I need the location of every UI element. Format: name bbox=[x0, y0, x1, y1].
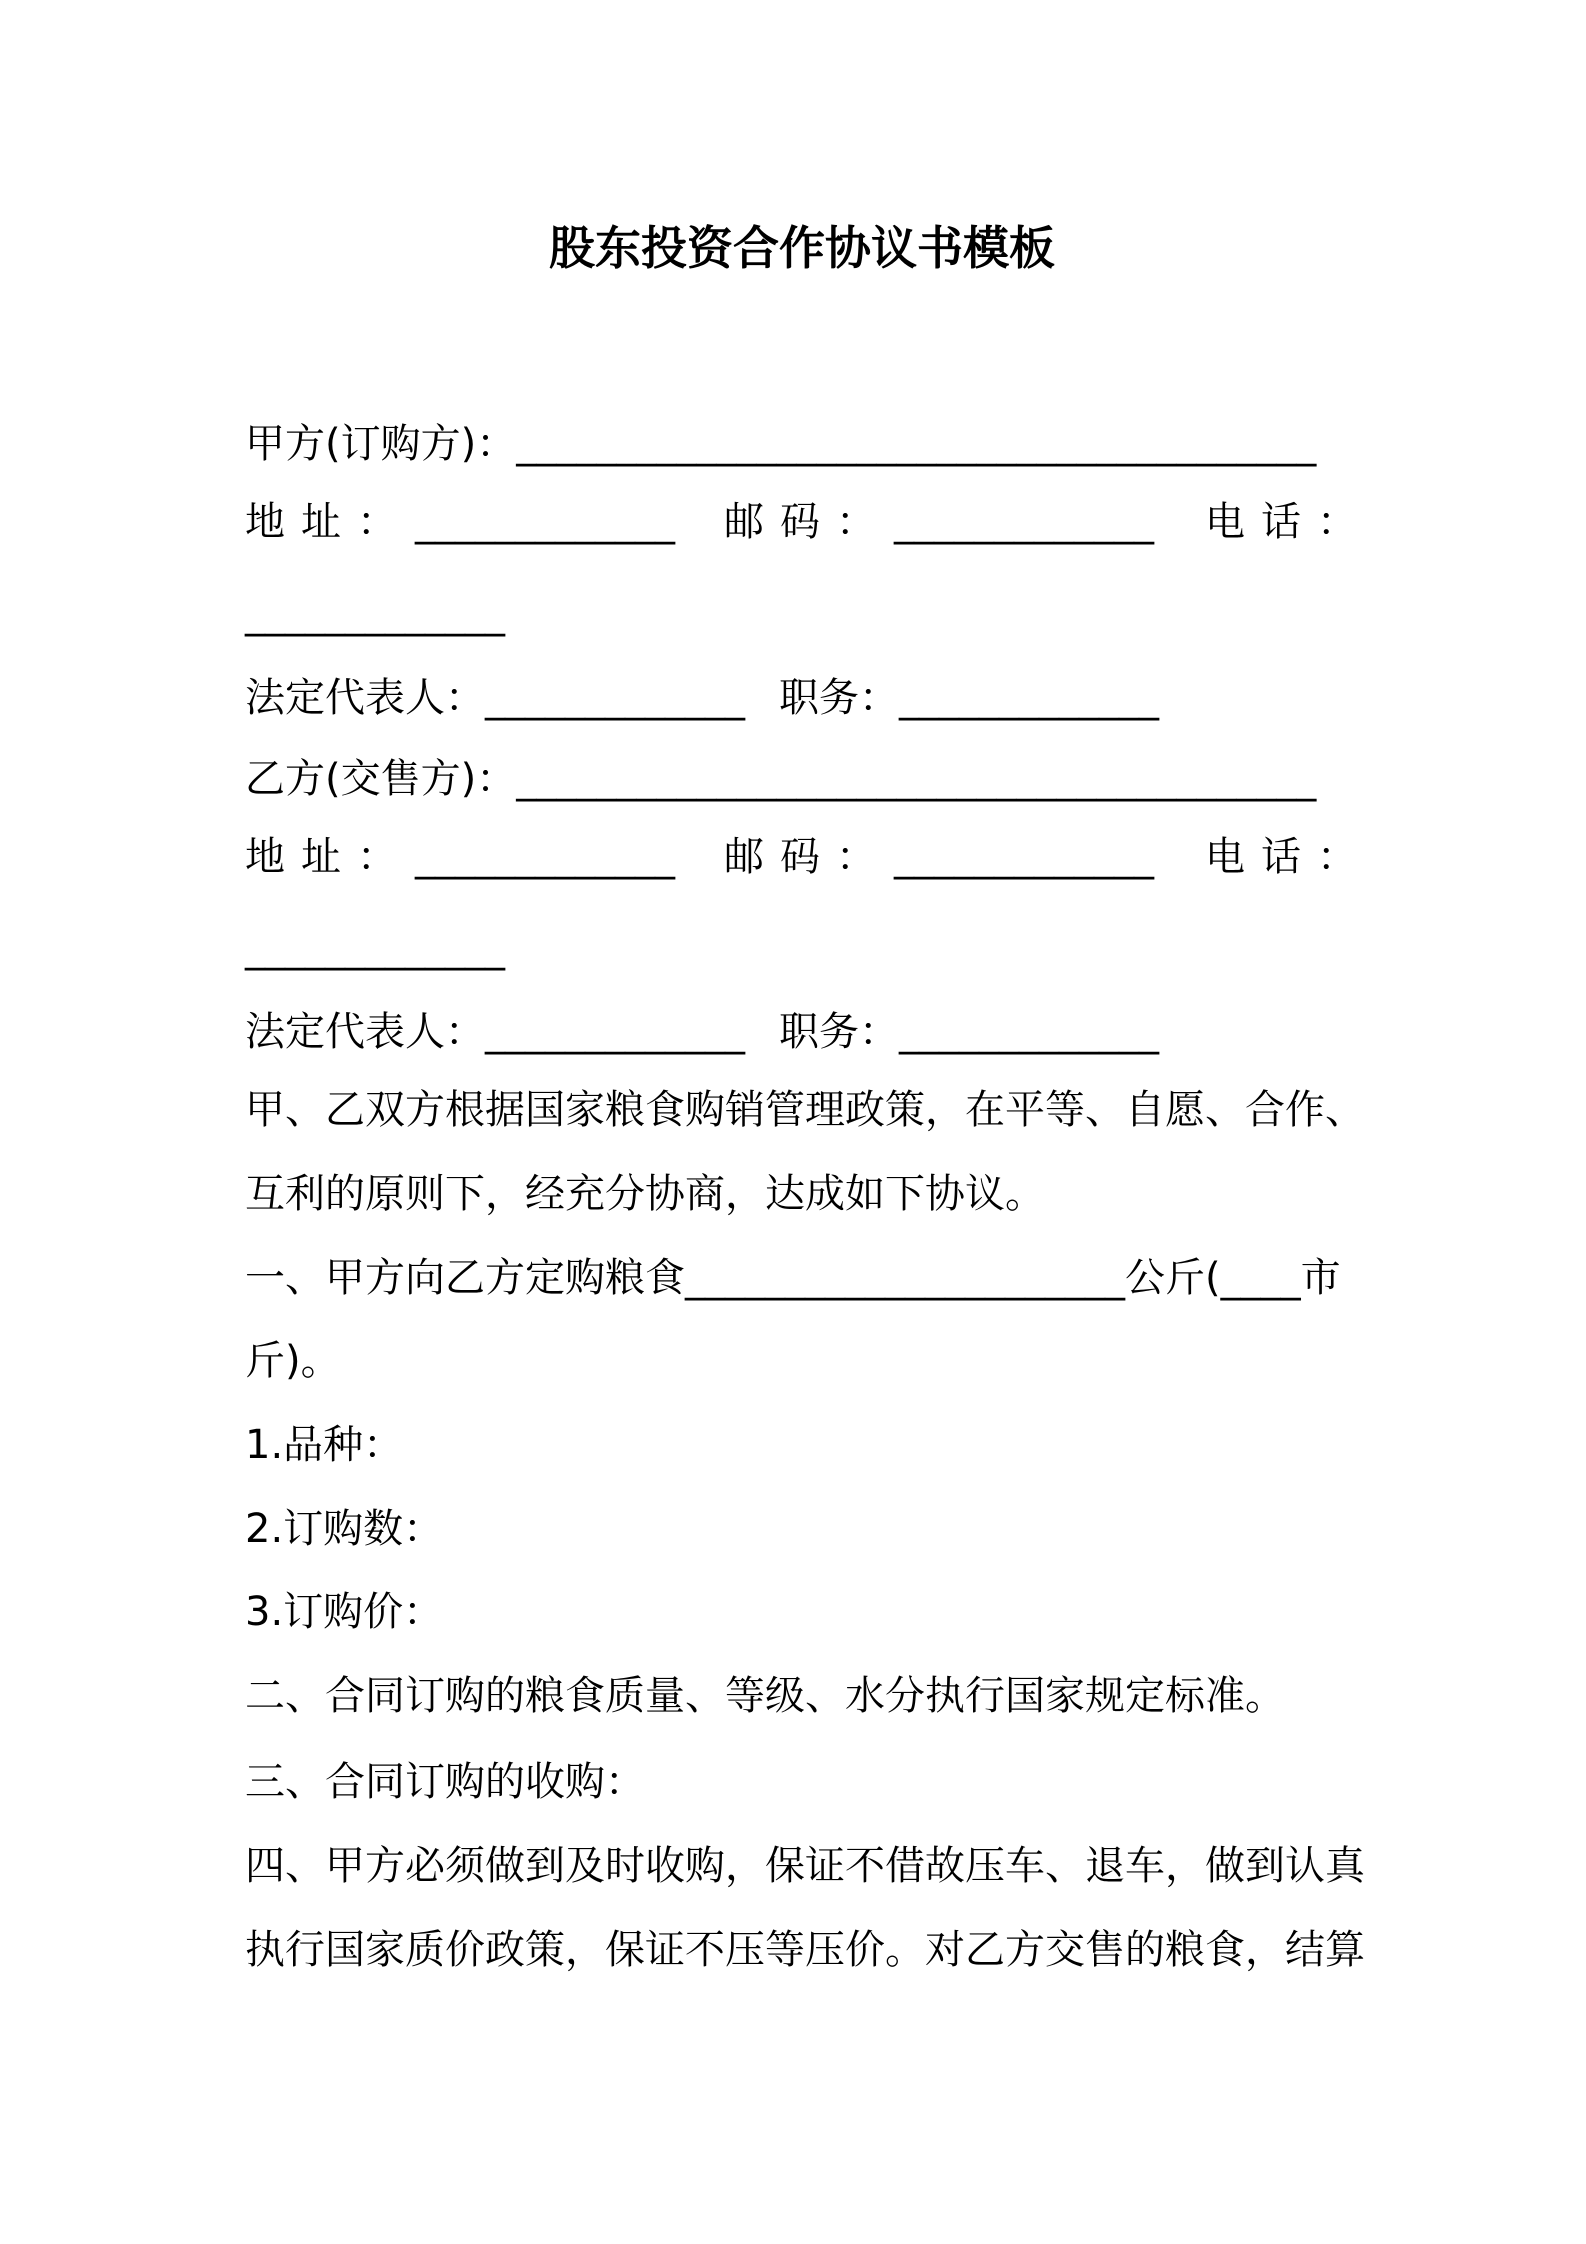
clause-3-text: 三、合同订购的收购： bbox=[245, 1759, 645, 1805]
party-b-label: 乙方(交售方)： bbox=[245, 756, 517, 802]
party-b-name-field bbox=[245, 749, 1316, 809]
clause-1-text: 一、甲方向乙方定购粮食 bbox=[245, 1255, 685, 1301]
party-a-name-field bbox=[245, 414, 1316, 474]
clause-1-line bbox=[245, 1248, 1341, 1308]
clause-1-item bbox=[0, 1499, 1586, 1559]
party-b-phone-blank: _____________ bbox=[245, 925, 505, 971]
clause-1-kg-unit: 公斤( bbox=[1125, 1255, 1221, 1301]
party-a-position-blank: _____________ bbox=[899, 675, 1159, 721]
clause-1-item-variety: 1.品种： bbox=[245, 1422, 404, 1468]
party-b-position-blank: _____________ bbox=[899, 1009, 1159, 1055]
party-b-legal-rep-field bbox=[245, 1002, 745, 1062]
party-b-position-label: 职务： bbox=[779, 1009, 899, 1055]
clause-1-kg-blank: ______________________ bbox=[685, 1255, 1125, 1301]
clause-2-text: 二、合同订购的粮食质量、等级、水分执行国家规定标准。 bbox=[245, 1673, 1285, 1719]
party-b-address-label: 地址： bbox=[245, 834, 413, 880]
intro-line-text: 甲、乙双方根据国家粮食购销管理政策，在平等、自愿、合作、 bbox=[245, 1087, 1365, 1133]
party-b-position-field bbox=[779, 1002, 1159, 1062]
party-b-rep-row bbox=[0, 1002, 1586, 1062]
party-a-row bbox=[0, 414, 1586, 474]
party-a-contact-row bbox=[0, 492, 1586, 552]
party-a-phone-label: 电话： bbox=[1205, 499, 1373, 545]
clause-4-line bbox=[0, 1920, 1586, 1980]
party-a-address-blank: _____________ bbox=[415, 499, 675, 545]
party-a-address-label: 地址： bbox=[245, 499, 413, 545]
clause-3-row bbox=[0, 1752, 1586, 1812]
party-b-row bbox=[0, 749, 1586, 809]
party-a-name-blank: ________________________________________ bbox=[516, 421, 1317, 467]
clause-1-item bbox=[0, 1415, 1586, 1475]
party-a-legal-rep-field bbox=[245, 668, 745, 728]
party-b-address-blank: _____________ bbox=[415, 834, 675, 880]
party-a-legal-rep-blank: _____________ bbox=[485, 675, 745, 721]
document-title: 股东投资合作协议书模板 bbox=[549, 221, 1055, 275]
clause-4-text: 执行国家质价政策，保证不压等压价。对乙方交售的粮食，结算 bbox=[245, 1927, 1365, 1973]
party-b-legal-rep-blank: _____________ bbox=[485, 1009, 745, 1055]
party-a-phone-blank: _____________ bbox=[245, 591, 505, 637]
party-a-postcode-blank: _____________ bbox=[894, 499, 1154, 545]
party-b-postcode-blank: _____________ bbox=[894, 834, 1154, 880]
clause-1-item-price: 3.订购价： bbox=[245, 1589, 444, 1635]
clause-1-jin-unit-a: 市 bbox=[1300, 1255, 1341, 1301]
party-a-position-field bbox=[779, 668, 1159, 728]
party-a-postcode-label: 邮码： bbox=[724, 499, 892, 545]
clause-4-line bbox=[0, 1836, 1586, 1896]
intro-paragraph-line bbox=[0, 1080, 1586, 1140]
party-b-phone-label: 电话： bbox=[1205, 834, 1373, 880]
clause-1-item bbox=[0, 1582, 1586, 1642]
intro-line-text: 互利的原则下，经充分协商，达成如下协议。 bbox=[245, 1171, 1045, 1217]
party-b-postcode-label: 邮码： bbox=[724, 834, 892, 880]
clause-4-text: 四、甲方必须做到及时收购，保证不借故压车、退车，做到认真 bbox=[245, 1843, 1365, 1889]
party-b-legal-rep-label: 法定代表人： bbox=[245, 1009, 485, 1055]
party-a-rep-row bbox=[0, 668, 1586, 728]
party-a-legal-rep-label: 法定代表人： bbox=[245, 675, 485, 721]
clause-1-row bbox=[0, 1248, 1586, 1308]
party-b-contact-row bbox=[0, 827, 1586, 887]
clause-2-row bbox=[0, 1666, 1586, 1726]
clause-1-continuation-row bbox=[0, 1331, 1586, 1391]
clause-1-jin-unit-b: 斤)。 bbox=[245, 1338, 341, 1384]
party-a-position-label: 职务： bbox=[779, 675, 899, 721]
party-a-label: 甲方(订购方)： bbox=[245, 421, 517, 467]
party-a-phone-row bbox=[0, 584, 1586, 644]
clause-1-jin-blank: ____ bbox=[1220, 1255, 1301, 1301]
party-b-phone-row bbox=[0, 918, 1586, 978]
clause-1-item-quantity: 2.订购数： bbox=[245, 1506, 444, 1552]
intro-paragraph-line bbox=[0, 1164, 1586, 1224]
party-b-name-blank: ________________________________________ bbox=[516, 756, 1317, 802]
